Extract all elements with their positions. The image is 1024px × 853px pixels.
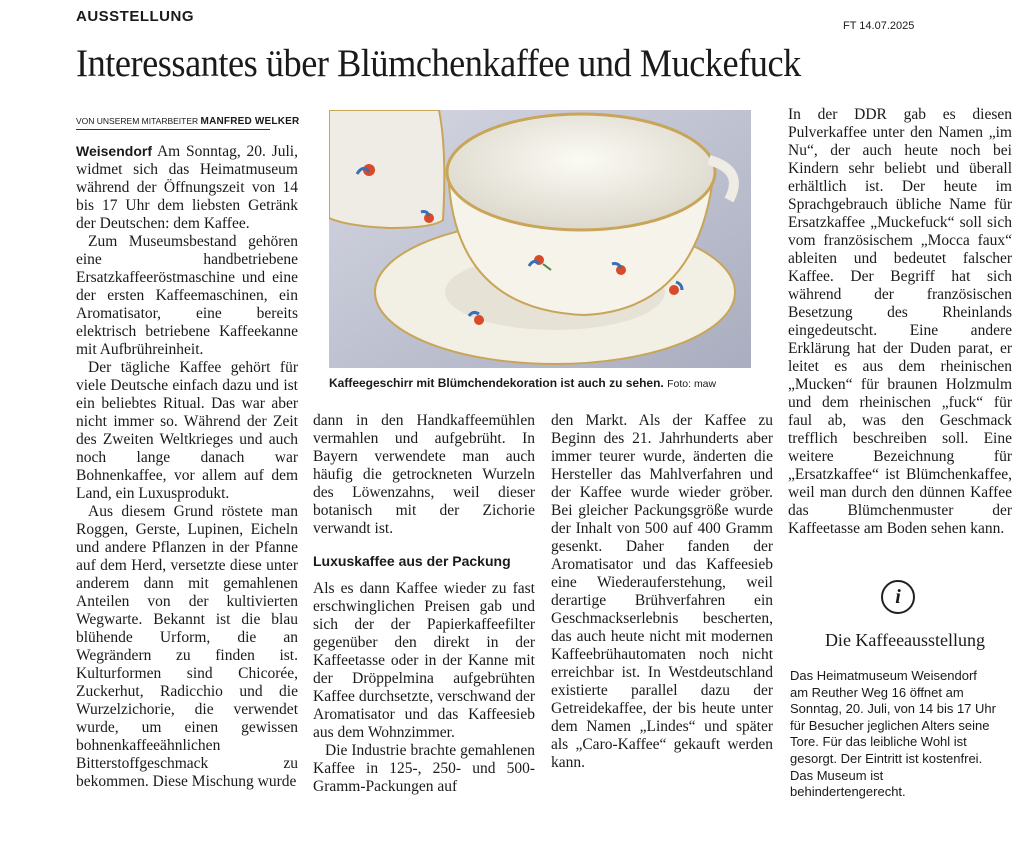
section-rubric: AUSSTELLUNG <box>76 8 194 25</box>
infobox-text: Das Heimatmuseum Weisendorf am Reuther Weg 16 öffnet am Sonntag, 20. Juli, von 14 bis 17 Uhr für Besucher jeglichen Alters seine Tore. Für das leibliche Wohl ist gesorgt. Der Eintritt ist kostenfrei. Das Museum ist behindertengerecht. <box>790 668 996 800</box>
infobox-title: Die Kaffeeausstellung <box>824 630 986 650</box>
paragraph: Die Industrie brachte gemahlenen Kaffee in 125-, 250- und 500-Gramm-Packungen auf <box>313 742 535 795</box>
paragraph <box>76 142 298 233</box>
byline-author: MANFRED WELKER <box>200 116 300 127</box>
article-photo <box>329 110 751 368</box>
byline <box>76 116 300 130</box>
dateline: FT 14.07.2025 <box>843 20 915 32</box>
location-lead: Weisendorf <box>76 143 152 159</box>
paragraph: dann in den Handkaffeemühlen vermahlen und aufgebrüht. In Bayern verwendete man auch häufig die getrockneten Wurzeln des Löwenzahns, weil dieser botanisch mit der Zichorie verwandt ist. <box>313 412 535 537</box>
paragraph: Aus diesem Grund röstete man Roggen, Gerste, Lupinen, Eicheln und andere Pflanzen in der Pfanne auf dem Herd, versetzte diese unter anderem dann mit gemahlenen Anteilen von der kultivierten Wegwarte. Bekannt ist die blau blühende Urform, die an Wegrändern zu finden ist. Kulturformen sind Chicorée, Zuckerhut, Radicchio und die Wurzelzichorie, die verwendet wurde, um einen gewissen bohnenkaffeeähnlichen Bitterstoffgeschmack zu bekommen. Diese Mischung wurde <box>76 503 298 790</box>
article-column-4 <box>788 106 1012 538</box>
paragraph: Als es dann Kaffee wieder zu fast erschwinglichen Preisen gab und sich der der Papierkaffeefilter gegenüber den direkt in der Kaffeetasse oder in der Kanne mit der Dröppelmina aufgebrühten Kaffee durchsetzte, verschwand der Aromatisator und das Kaffeesieb aus dem Wohnzimmer. <box>313 580 535 741</box>
paragraph: Der tägliche Kaffee gehört für viele Deutsche einfach dazu und ist ein beliebtes Ritual. Das war aber nicht immer so. Während der Zeit des Zweiten Weltkrieges und auch noch lange danach war Bohnenkaffee, vor allem auf dem Land, ein Luxusprodukt. <box>76 359 298 502</box>
teacup-illustration <box>329 110 751 368</box>
article-column-1 <box>76 142 298 791</box>
info-icon: i <box>881 580 915 614</box>
paragraph: In der DDR gab es diesen Pulverkaffee unter den Namen „im Nu“, der auch heute noch bei Kindern sehr beliebt und überall erhältlich ist. Der heute im Sprachgebrauch übliche Name für Ersatzkaffee „Muckefuck“ soll sich vom französischem „Mocca faux“ ableiten und bedeutet falscher Kaffee. Der Begriff hat sich während der französischen Besetzung des Rheinlands eingedeutscht. Eine andere Erklärung hat der Duden parat, er leitet es aus dem rheinischen „Mucken“ für braunen Holzmulm und dem rheinischen „fuck“ für faul ab, was den Geschmack trefflich beschreiben soll. Eine weitere Bezeichnung für „Ersatzkaffee“ ist Blümchenkaffee, weil man durch den dünnen Kaffee das Blümchenmuster der Kaffeetasse am Boden sehen kann. <box>788 106 1012 537</box>
article-column-3 <box>551 412 773 772</box>
article-headline: Interessantes über Blümchenkaffee und Muckefuck <box>76 42 801 85</box>
photo-credit: Foto: maw <box>667 378 717 390</box>
paragraph-text: Am Sonntag, 20. Juli, widmet sich das Heimatmuseum während der Öffnungszeit von 14 bis 17 Uhr dem liebsten Getränk der Deutschen: dem Kaffee. <box>76 143 298 232</box>
byline-prefix: VON UNSEREM MITARBEITER <box>76 116 199 126</box>
subheading: Luxuskaffee aus der Packung <box>313 553 511 569</box>
article-column-2 <box>313 412 535 796</box>
caption-text: Kaffeegeschirr mit Blümchendekoration ist auch zu sehen. <box>329 376 664 390</box>
photo-caption <box>329 376 769 390</box>
paragraph: Zum Museumsbestand gehören eine handbetriebene Ersatzkaffeeröstmaschine und eine der ersten Kaffeemaschinen, ein Aromatisator, eine bereits elektrisch betriebene Kaffeekanne mit Aufbrühreinheit. <box>76 233 298 358</box>
paragraph: den Markt. Als der Kaffee zu Beginn des 21. Jahrhunderts aber immer teurer wurde, änderten die Hersteller das Mahlverfahren und der Kaffee wurde wieder gröber. Bei gleicher Packungsgröße wurde der Inhalt von 500 auf 400 Gramm gesenkt. Daher fanden der Aromatisator und das Kaffeesieb eine Wiederauferstehung, weil derartige Brühverfahren ein Geschmackserlebnis bescherten, das auch heute nicht mit modernen Kaffeebrühautomaten noch nicht erreichbar ist. In Westdeutschland existierte parallel dazu der Getreidekaffee, der bis heute unter dem Namen „Lindes“ und später als „Caro-Kaffee“ gekauft werden kann. <box>551 412 773 771</box>
